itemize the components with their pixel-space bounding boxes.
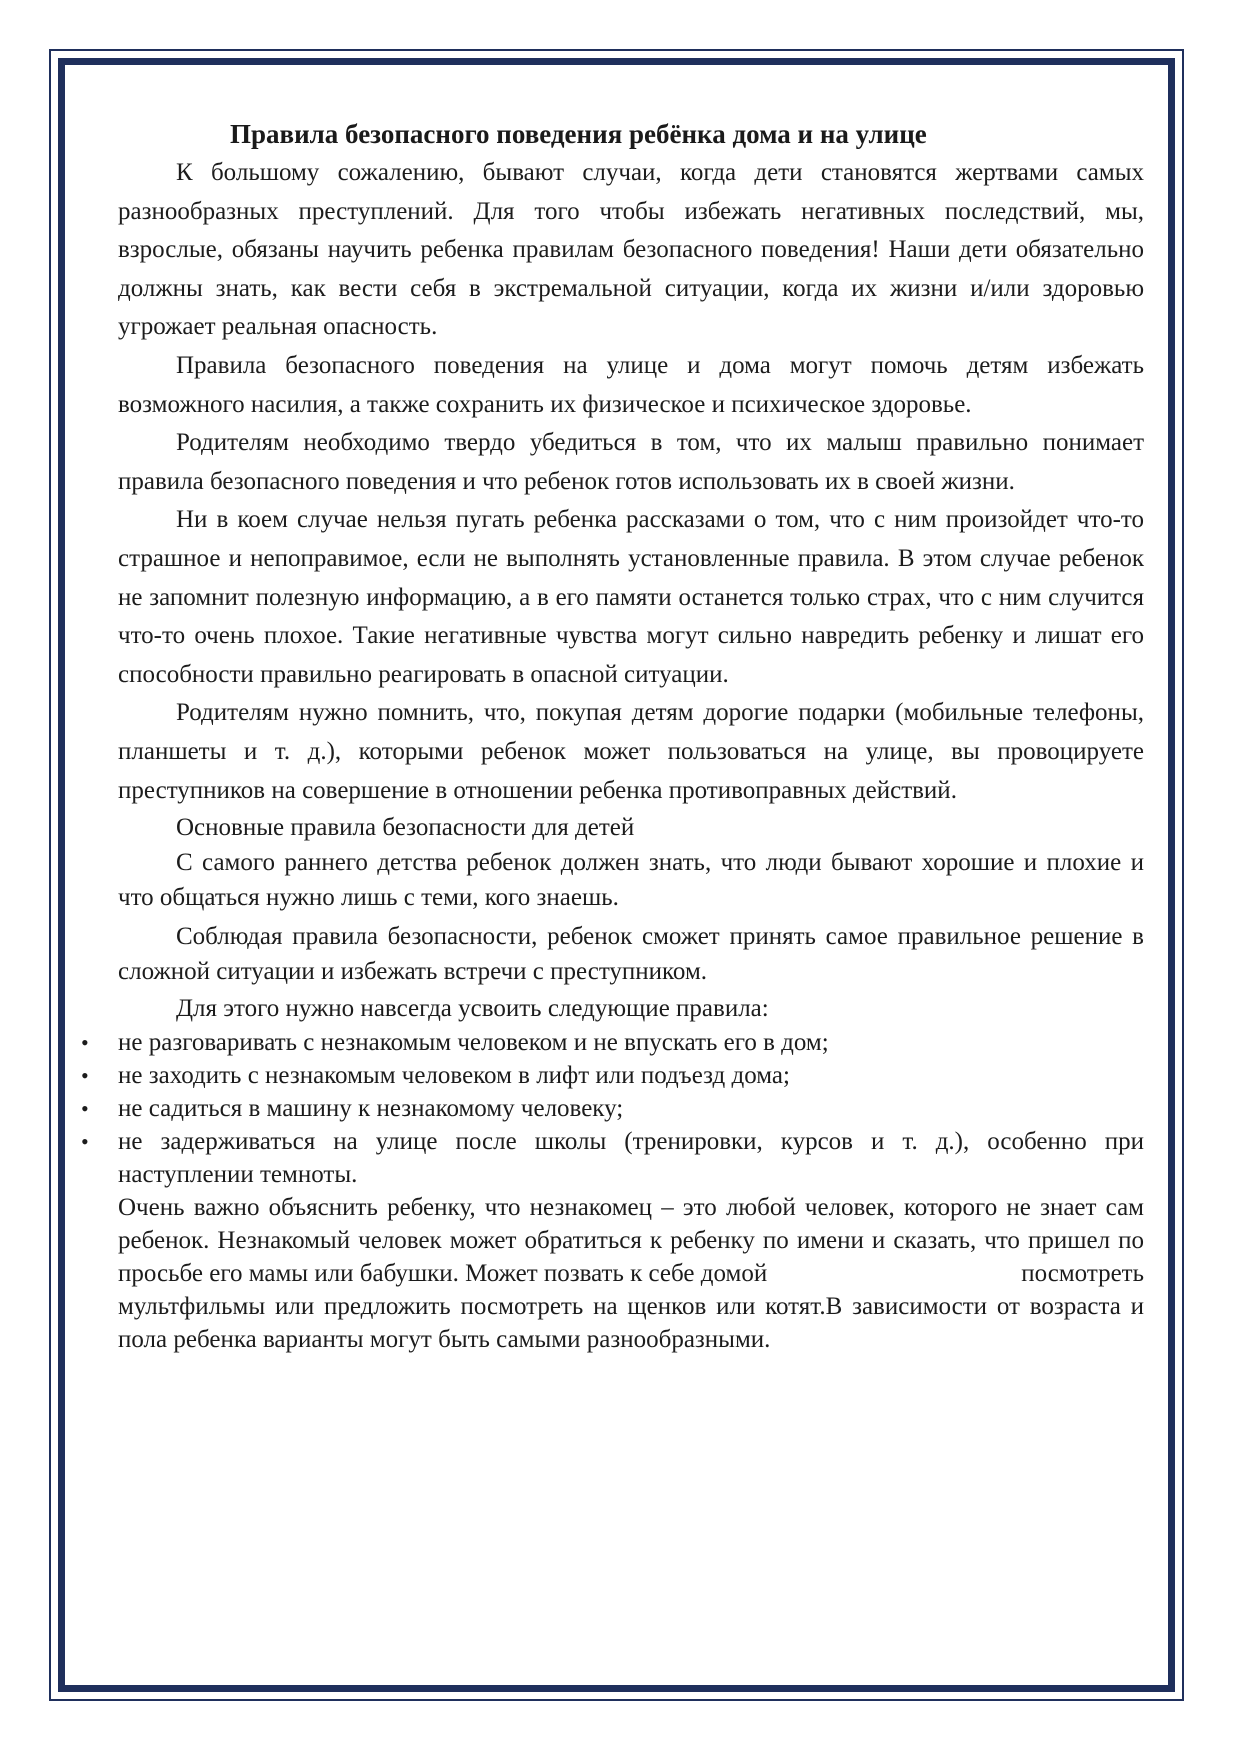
closing-part3: мультфильмы или предложить посмотреть на щенков или котят.В зависимости от возраста и пола ребенка варианты могут быть самыми разнообразными. (118, 1293, 1144, 1354)
paragraph-closing (118, 1191, 1144, 1356)
paragraph-good-bad-people: С самого раннего детства ребенок должен знать, что люди бывают хорошие и плохие и что общаться нужно лишь с теми, кого знаешь. (118, 849, 1144, 912)
list-item: • не заходить с незнакомым человеком в лифт или подъезд дома; (118, 1059, 1144, 1092)
paragraph-subheading: Основные правила безопасности для детей (176, 814, 635, 842)
closing-part2: посмотреть (1021, 1260, 1144, 1288)
list-item: • не задерживаться на улице после школы (тренировки, курсов и т. д.), особенно при наступлении темноты. (118, 1125, 1144, 1191)
closing-part1: Очень важно объяснить ребенку, что незнакомец – это любой человек, которого не знает сам ребенок. Незнакомый человек может обратиться к ребенку по имени и сказать, что пришел по просьбе его мамы или бабушки. Может позвать к себе домой (118, 1194, 1144, 1288)
paragraph-parents-check: Родителям необходимо твердо убедиться в том, что их малыш правильно понимает правила безопасного поведения и что ребенок готов использовать их в своей жизни. (118, 429, 1144, 495)
paragraph-gifts: Родителям нужно помнить, что, покупая детям дорогие подарки (мобильные телефоны, планшеты и т. д.), которыми ребенок может пользоваться на улице, вы провоцируете преступников на совершение в отношении ребенка противоправных действий. (118, 699, 1144, 804)
paragraph-no-fear: Ни в коем случае нельзя пугать ребенка рассказами о том, что с ним произойдет что-то страшное и непоправимое, если не выполнять установленные правила. В этом случае ребенок не запомнит полезную информацию, а в его памяти останется только страх, что с ним случится что-то очень плохое. Такие негативные чувства могут сильно навредить ребенку и лишат его способности правильно реагировать в опасной ситуации. (118, 506, 1144, 688)
list-item: • не садиться в машину к незнакомому человеку; (118, 1092, 1144, 1125)
rules-list (81, 1026, 1144, 1191)
paragraph-safety-decision: Соблюдая правила безопасности, ребенок сможет принять самое правильное решение в сложной ситуации и избежать встречи с преступником. (118, 923, 1144, 986)
bullet-icon: • (81, 1030, 89, 1056)
bullet-icon: • (81, 1063, 89, 1089)
document-body (81, 116, 1144, 1356)
paragraph-intro: К большому сожалению, бывают случаи, когда дети становятся жертвами самых разнообразных преступлений. Для того чтобы избежать негативных последствий, мы, взрослые, обязаны научить ребенка правилам безопасного поведения! Наши дети обязательно должны знать, как вести себя в экстремальной ситуации, когда их жизни и/или здоровью угрожает реальная опасность. (118, 159, 1144, 341)
page-title: Правила безопасного поведения ребёнка дома и на улице (230, 119, 927, 149)
paragraph-rules-help: Правила безопасного поведения на улице и дома могут помочь детям избежать возможного насилия, а также сохранить их физическое и психическое здоровье. (118, 351, 1144, 418)
bullet-icon: • (81, 1096, 89, 1122)
paragraph-rules-intro: Для этого нужно навсегда усвоить следующие правила: (176, 995, 769, 1023)
list-item: • не разговаривать с незнакомым человеком и не впускать его в дом; (118, 1026, 1144, 1059)
bullet-icon: • (81, 1129, 89, 1155)
